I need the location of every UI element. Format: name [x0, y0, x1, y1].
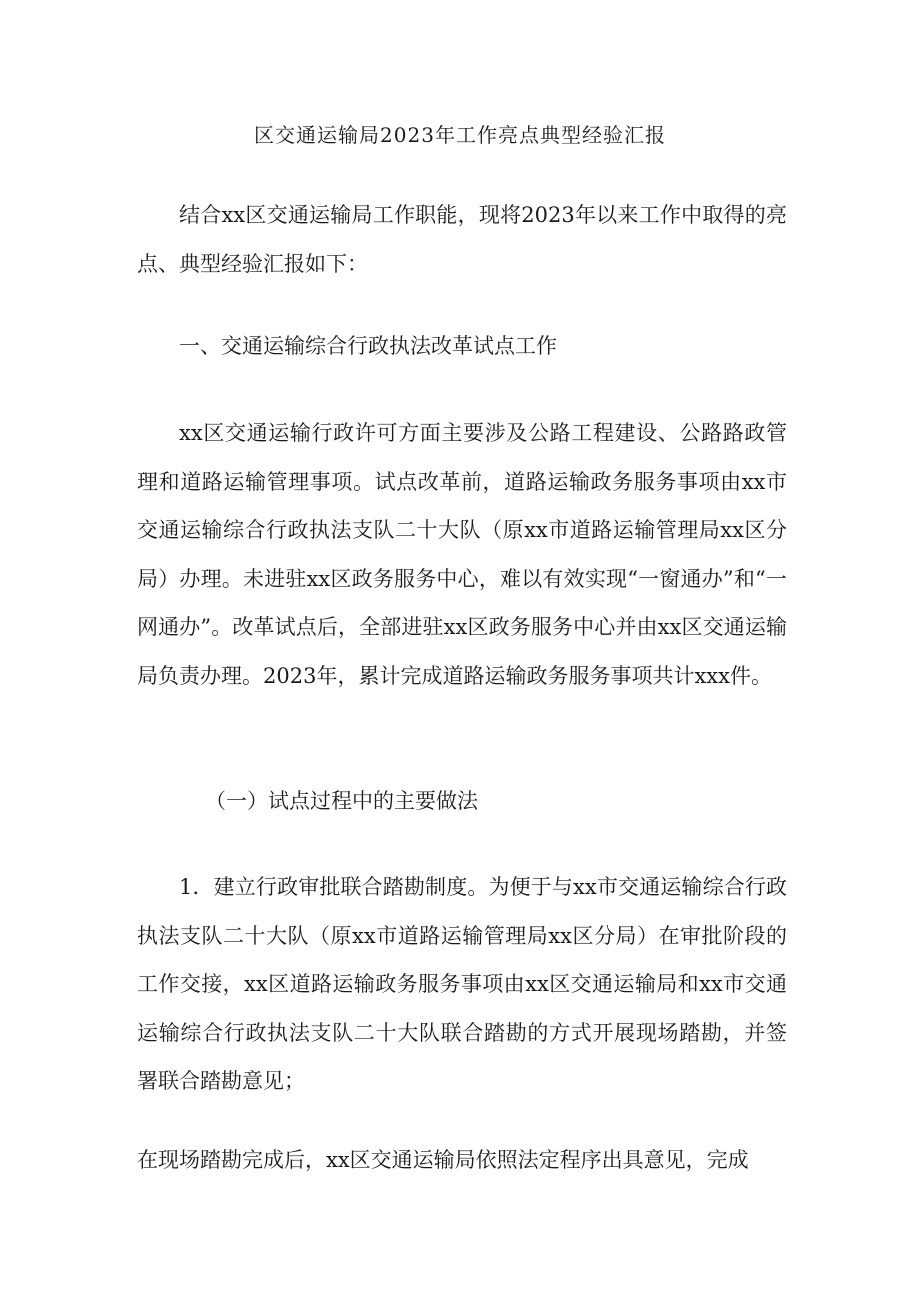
section-heading-1: 一、交通运输综合行政执法改革试点工作 [179, 334, 557, 358]
subsection-heading-1: （一）试点过程中的主要做法 [205, 789, 478, 813]
intro-paragraph: 结合xx区交通运输局工作职能，现将2023年以来工作中取得的亮点、典型经验汇报如下： [137, 203, 787, 276]
item-1-continuation-paragraph: 在现场踏勘完成后，xx区交通运输局依照法定程序出具意见，完成 [137, 1148, 749, 1172]
section-1-body-paragraph: xx区交通运输行政许可方面主要涉及公路工程建设、公路路政管理和道路运输管理事项。试点改革前，道路运输政务服务事项由xx市交通运输综合行政执法支队二十大队（原xx市道路运输管理局xx区分局）办理。未进驻xx区政务服务中心，难以有效实现“一窗通办”和“一网通办”。改革试点后，全部进驻xx区政务服务中心并由xx区交通运输局负责办理。2023年，累计完成道路运输政务服务事项共计xxx件。 [137, 421, 787, 688]
document-title: 区交通运输局2023年工作亮点典型经验汇报 [254, 123, 666, 147]
item-1-paragraph: 1．建立行政审批联合踏勘制度。为便于与xx市交通运输综合行政执法支队二十大队（原xx市道路运输管理局xx区分局）在审批阶段的工作交接，xx区道路运输政务服务事项由xx区交通运输局和xx市交通运输综合行政执法支队二十大队联合踏勘的方式开展现场踏勘，并签署联合踏勘意见； [137, 875, 787, 1093]
